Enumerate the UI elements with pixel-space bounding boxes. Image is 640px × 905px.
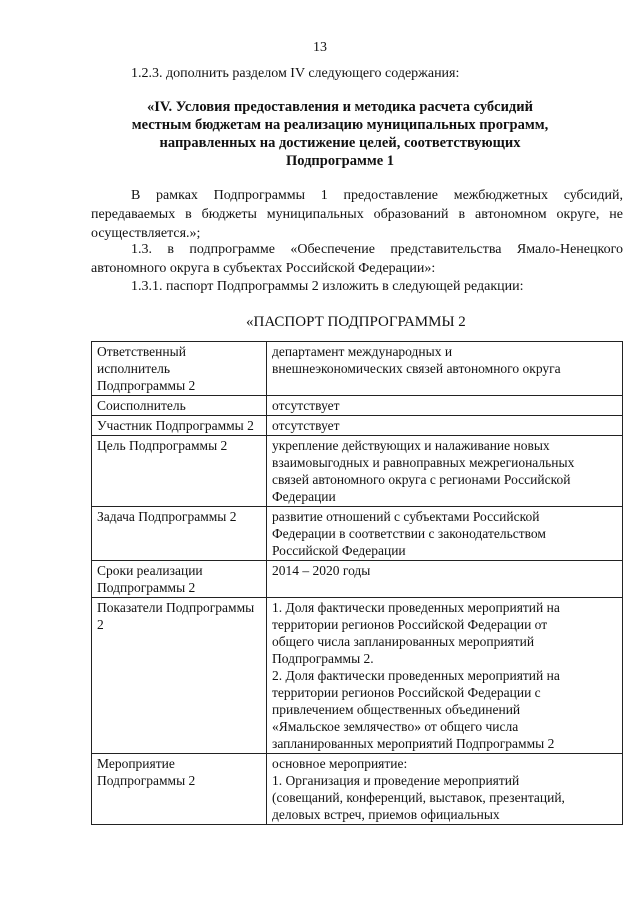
page-number: 13 xyxy=(313,40,327,55)
passport-value-line: Российской Федерации xyxy=(272,543,406,558)
passport-label-cell: Сроки реализации Подпрограммы 2 xyxy=(92,561,267,598)
passport-value-line: внешнеэкономических связей автономного округа xyxy=(272,361,561,376)
passport-value-line: связей автономного округа с регионами Российской xyxy=(272,472,571,487)
paragraph-subprogram: 1.3. в подпрограмме «Обеспечение представительства Ямало-Ненецкого автономного округа в субъектах Российской Федерации»: xyxy=(91,242,623,276)
passport-value-line: 1. Доля фактически проведенных мероприятий на xyxy=(272,600,560,615)
passport-value-line: деловых встреч, приемов официальных xyxy=(272,807,500,822)
passport-row xyxy=(92,342,623,396)
passport-value-line: территории регионов Российской Федерации от xyxy=(272,617,548,632)
passport-value-cell xyxy=(267,436,623,507)
passport-title: «ПАСПОРТ ПОДПРОГРАММЫ 2 xyxy=(246,314,466,330)
passport-table xyxy=(91,341,623,825)
passport-label-cell: Цель Подпрограммы 2 xyxy=(92,436,267,507)
passport-value-cell xyxy=(267,507,623,561)
passport-value-line: отсутствует xyxy=(272,418,340,433)
paragraph-subsidies: В рамках Подпрограммы 1 предоставление межбюджетных субсидий, передаваемых в бюджеты муниципальных образований в автономном округе, не осуществляется.»; xyxy=(91,188,623,241)
passport-value-line: привлечением общественных объединений xyxy=(272,702,521,717)
passport-row xyxy=(92,754,623,825)
paragraph-passport-intro: 1.3.1. паспорт Подпрограммы 2 изложить в следующей редакции: xyxy=(131,279,524,294)
passport-row xyxy=(92,598,623,754)
passport-value-line: 2014 – 2020 годы xyxy=(272,563,371,578)
passport-row xyxy=(92,561,623,598)
passport-value-line: (совещаний, конференций, выставок, презентаций, xyxy=(272,790,565,805)
passport-row xyxy=(92,396,623,416)
passport-value-line: Подпрограммы 2. xyxy=(272,651,374,666)
intro-line: 1.2.3. дополнить разделом IV следующего содержания: xyxy=(131,66,460,81)
passport-value-line: общего числа запланированных мероприятий xyxy=(272,634,535,649)
passport-value-line: территории регионов Российской Федерации с xyxy=(272,685,541,700)
passport-value-line: 1. Организация и проведение мероприятий xyxy=(272,773,520,788)
heading-line: направленных на достижение целей, соответствующих xyxy=(159,135,521,151)
passport-value-cell xyxy=(267,342,623,396)
section-heading xyxy=(100,98,580,170)
passport-value-line: «Ямальское землячество» от общего числа xyxy=(272,719,519,734)
passport-label-cell: Задача Подпрограммы 2 xyxy=(92,507,267,561)
passport-value-line: взаимовыгодных и равноправных межрегиональных xyxy=(272,455,575,470)
passport-value-line: укрепление действующих и налаживание новых xyxy=(272,438,550,453)
passport-value-line: Федерации xyxy=(272,489,336,504)
heading-line: местным бюджетам на реализацию муниципальных программ, xyxy=(131,117,549,133)
passport-label-cell: Соисполнитель xyxy=(92,396,267,416)
heading-line: «IV. Условия предоставления и методика расчета субсидий xyxy=(147,99,533,115)
passport-value-cell xyxy=(267,598,623,754)
passport-row xyxy=(92,416,623,436)
passport-value-line: основное мероприятие: xyxy=(272,756,408,771)
passport-value-cell xyxy=(267,754,623,825)
passport-label-cell: Ответственный исполнитель Подпрограммы 2 xyxy=(92,342,267,396)
passport-value-cell xyxy=(267,396,623,416)
passport-row xyxy=(92,507,623,561)
passport-value-line: отсутствует xyxy=(272,398,340,413)
passport-row xyxy=(92,436,623,507)
passport-label-cell: Мероприятие Подпрограммы 2 xyxy=(92,754,267,825)
passport-value-line: развитие отношений с субъектами Российской xyxy=(272,509,540,524)
heading-line: Подпрограмме 1 xyxy=(285,153,395,169)
passport-label-cell: Показатели Подпрограммы 2 xyxy=(92,598,267,754)
passport-value-cell xyxy=(267,416,623,436)
passport-value-line: запланированных мероприятий Подпрограммы 2 xyxy=(272,736,555,751)
passport-value-line: Федерации в соответствии с законодательством xyxy=(272,526,546,541)
passport-value-line: 2. Доля фактически проведенных мероприятий на xyxy=(272,668,560,683)
passport-label-cell: Участник Подпрограммы 2 xyxy=(92,416,267,436)
passport-value-cell xyxy=(267,561,623,598)
passport-value-line: департамент международных и xyxy=(272,344,453,359)
